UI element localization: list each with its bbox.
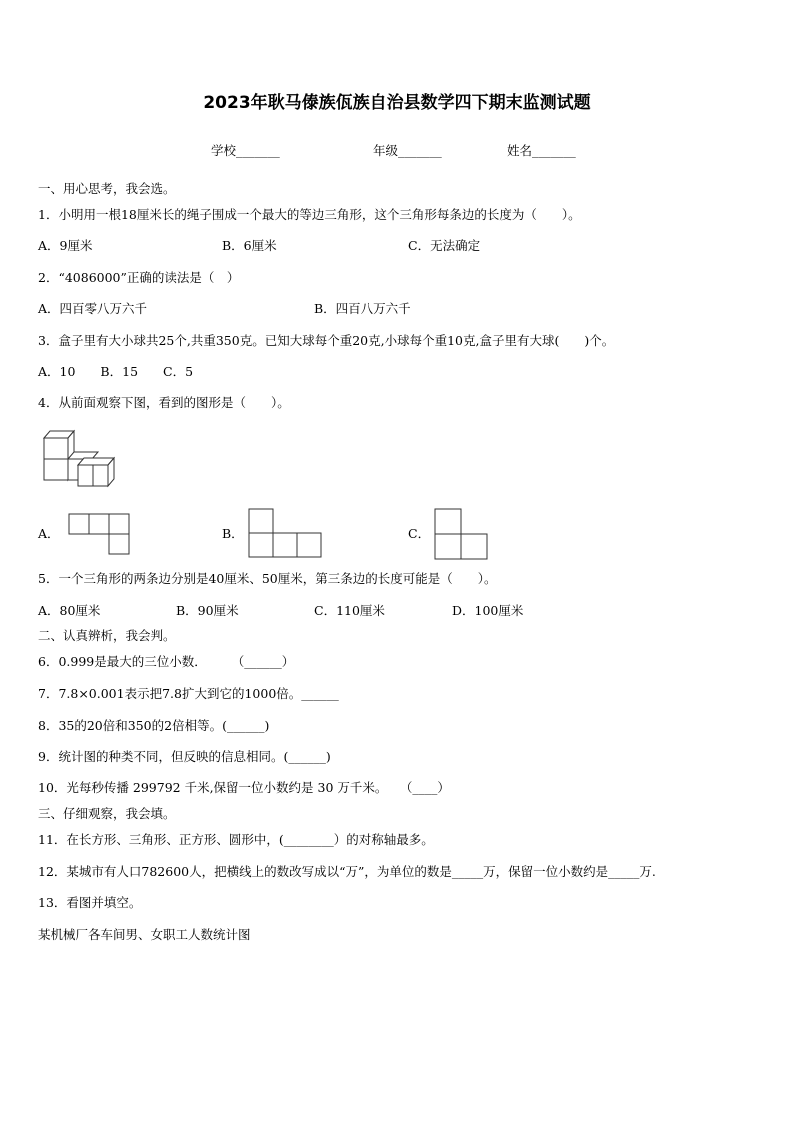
q2-option-b: B．四百八万六千 <box>314 301 411 316</box>
q4-option-b-figure <box>246 506 324 560</box>
q5-option-c: C．110厘米 <box>314 603 385 618</box>
q5-option-b: B．90厘米 <box>176 603 239 618</box>
question-12: 12．某城市有人口782600人，把横线上的数改写成以“万”，为单位的数是_____万，保留一位小数约是_____万. <box>38 864 656 879</box>
section-3-heading: 三、仔细观察，我会填。 <box>38 806 176 821</box>
question-1: 1．小明用一根18厘米长的绳子围成一个最大的等边三角形，这个三角形每条边的长度为（ ）。 <box>38 207 581 222</box>
q5-option-d: D．100厘米 <box>452 603 524 618</box>
q4-option-a-label: A． <box>38 526 60 541</box>
question-5: 5．一个三角形的两条边分别是40厘米、50厘米，第三条边的长度可能是（ ）。 <box>38 571 497 586</box>
question-9: 9．统计图的种类不同，但反映的信息相同。(______) <box>38 749 331 764</box>
question-13: 13．看图并填空。 <box>38 895 142 910</box>
name-field: 姓名_______ <box>507 143 576 158</box>
q1-option-b: B．6厘米 <box>222 238 277 253</box>
question-11: 11．在长方形、三角形、正方形、圆形中，(________）的对称轴最多。 <box>38 832 434 847</box>
cube-stack-figure <box>40 428 120 492</box>
question-4: 4．从前面观察下图，看到的图形是（ ）。 <box>38 395 290 410</box>
question-8: 8．35的20倍和350的2倍相等。(______) <box>38 718 270 733</box>
section-2-heading: 二、认真辨析，我会判。 <box>38 628 176 643</box>
q4-option-a-figure <box>66 511 134 557</box>
question-2: 2．“4086000”正确的读法是（ ） <box>38 270 240 285</box>
section-1-heading: 一、用心思考，我会选。 <box>38 181 176 196</box>
q1-option-a: A．9厘米 <box>38 238 93 253</box>
q3-options: A．10 B．15 C．5 <box>38 364 194 379</box>
q1-option-c: C．无法确定 <box>408 238 481 253</box>
question-10: 10．光每秒传播 299792 千米,保留一位小数约是 30 万千米。 （____） <box>38 780 450 795</box>
q5-option-a: A．80厘米 <box>38 603 101 618</box>
chart-caption: 某机械厂各车间男、女职工人数统计图 <box>38 927 251 942</box>
question-6: 6．0.999是最大的三位小数． （______） <box>38 654 295 669</box>
question-7: 7．7.8×0.001表示把7.8扩大到它的1000倍。______ <box>38 686 339 701</box>
grade-field: 年级_______ <box>373 143 442 158</box>
q4-option-c-figure <box>432 506 490 562</box>
page-title: 2023年耿马傣族佤族自治县数学四下期末监测试题 <box>203 93 591 113</box>
q4-option-c-label: C． <box>408 526 431 541</box>
school-field: 学校_______ <box>211 143 280 158</box>
q4-option-b-label: B． <box>222 526 244 541</box>
question-3: 3．盒子里有大小球共25个,共重350克。已知大球每个重20克,小球每个重10克,盒子里有大球( )个。 <box>38 333 615 348</box>
q2-option-a: A．四百零八万六千 <box>38 301 148 316</box>
